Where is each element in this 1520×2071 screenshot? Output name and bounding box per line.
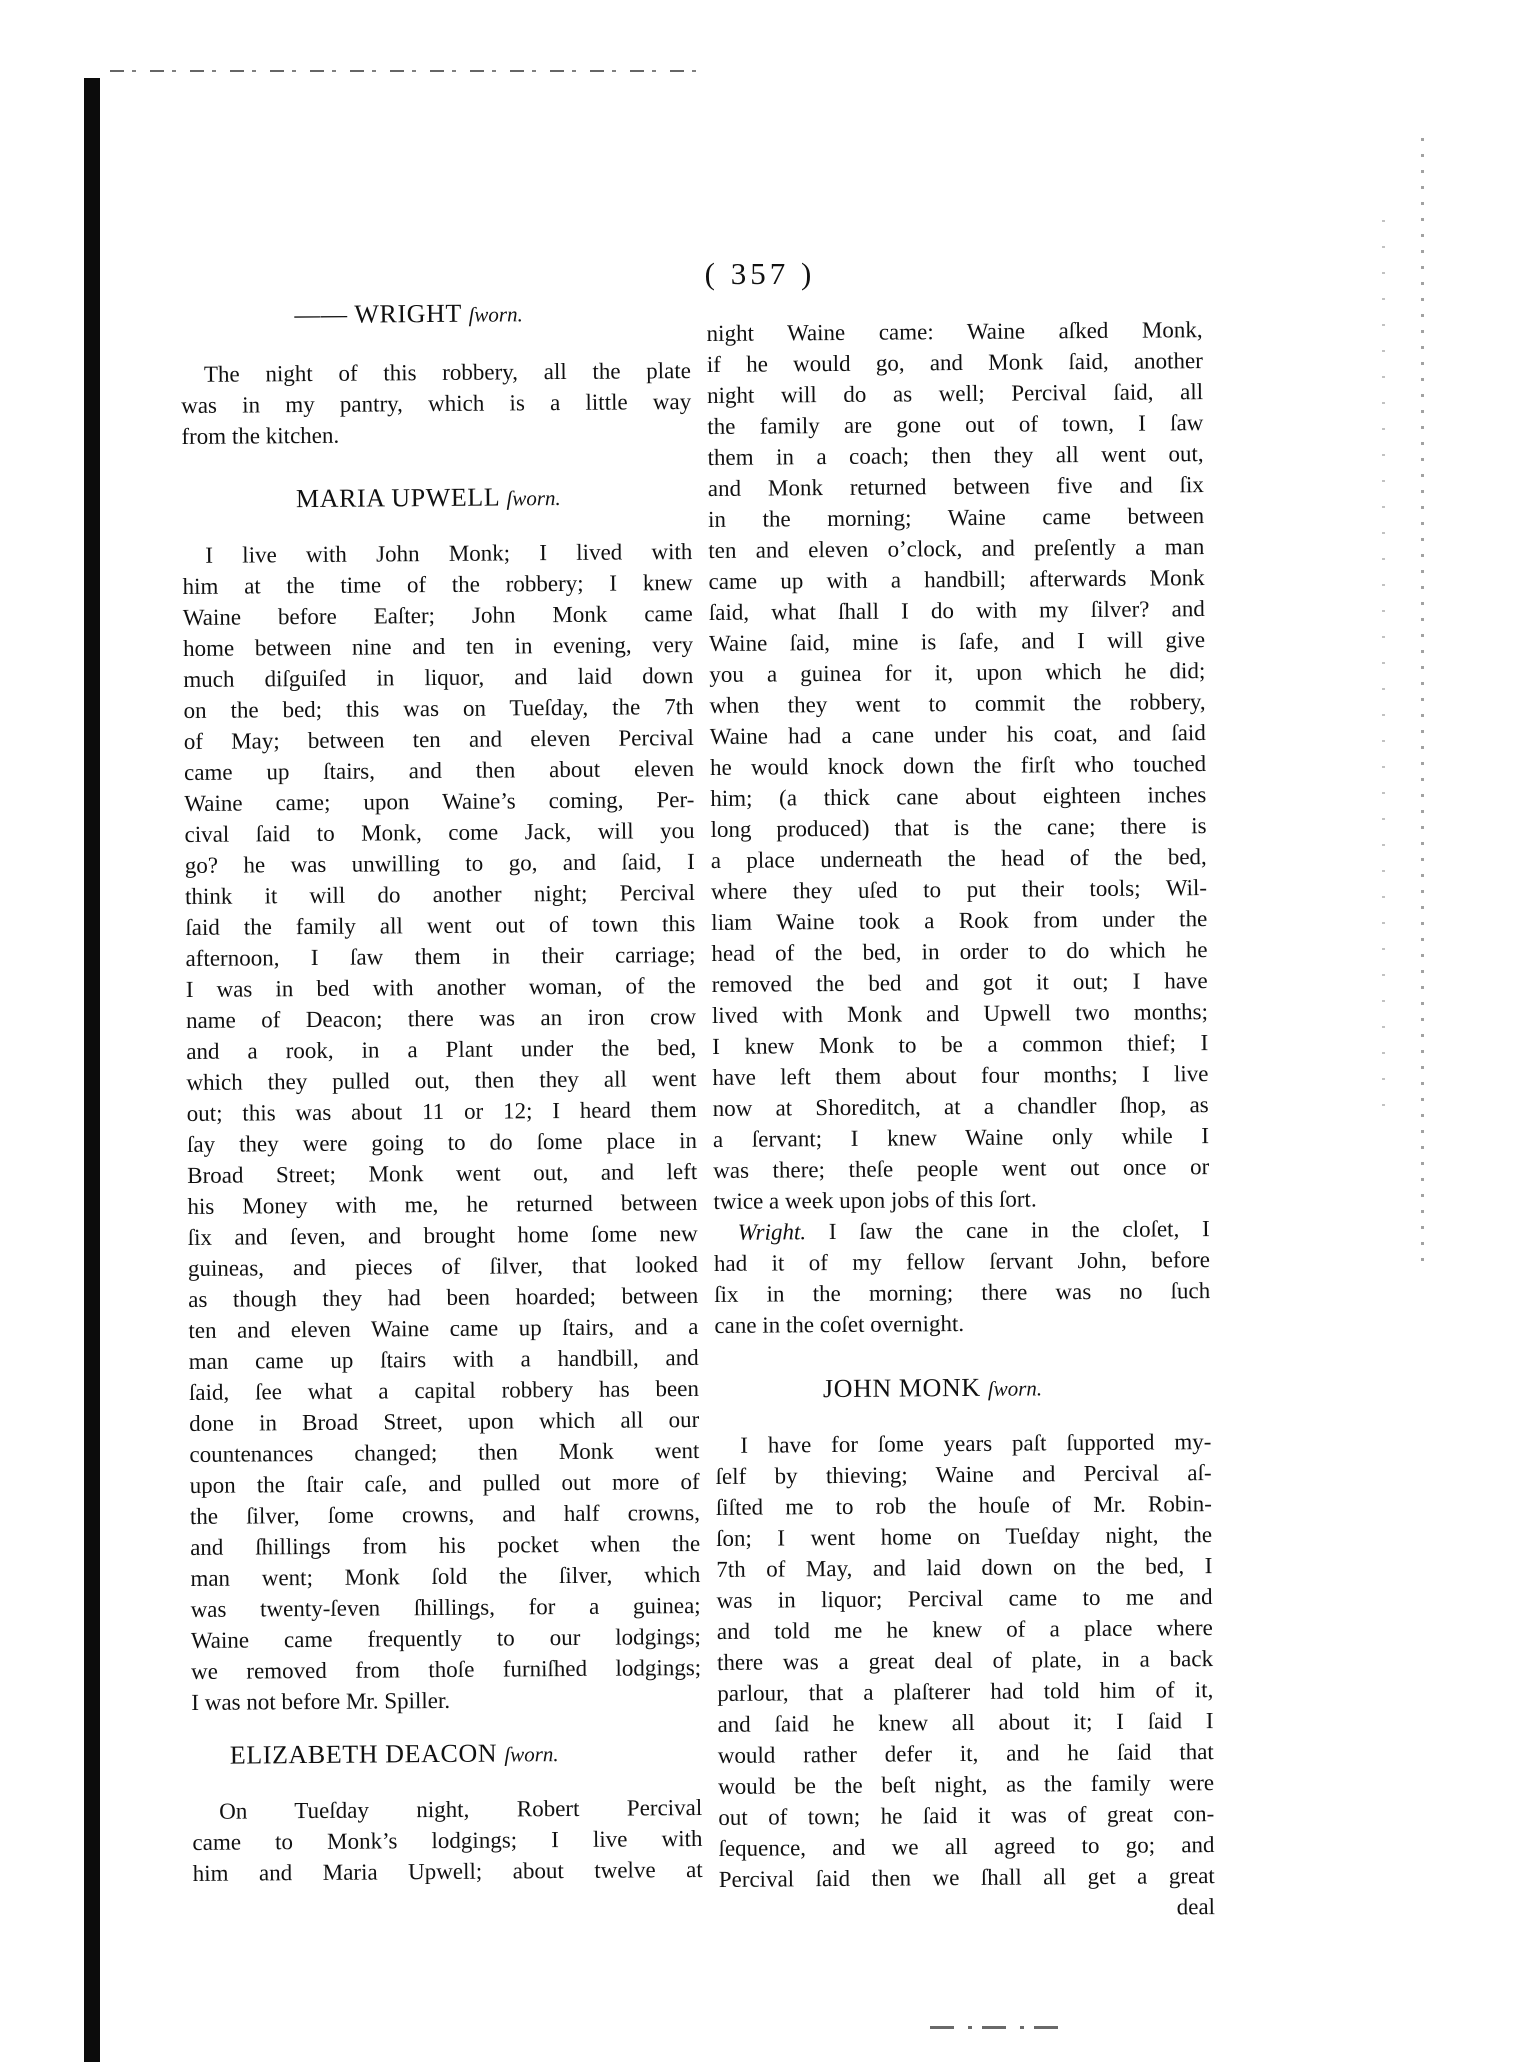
text-line: if he would go, and Monk ſaid, another [706,348,1203,377]
text-line: ten and eleven Waine came up ſtairs, and a [188,1313,699,1343]
text-line: ſix in the morning; there was no ſuch [714,1278,1211,1307]
text-line: him and Maria Upwell; about twelve at [192,1856,703,1886]
text-line: ſon; I went home on Tueſday night, the [715,1522,1213,1551]
text-line: 7th of May, and laid down on the bed, I [716,1553,1213,1582]
text-line: had it of my fellow ſervant John, before [713,1247,1211,1276]
text-line: Percival ſaid then we ſhall all get a great [718,1863,1215,1892]
text-line: Waine came frequently to our lodgings; [190,1623,701,1653]
text-line: afternoon, I ſaw them in their carriage; [185,941,696,971]
text-line: and a rook, in a Plant under the bed, [186,1034,697,1064]
right-margin-specks [1382,220,1385,1120]
text-line: came to Monk’s lodgings; I live with [192,1825,703,1855]
text-line: out of town; he ſaid it was of great con- [718,1801,1215,1830]
text-line: his Money with me, he returned between [187,1189,698,1219]
top-edge-specks [110,70,710,72]
bottom-edge-specks [930,2026,1070,2029]
text-line: him at the time of the robbery; I knew [182,569,693,599]
text-line: ſix and ſeven, and brought home ſome new [187,1220,698,1250]
text-line: I was in bed with another woman, of the [185,972,696,1002]
text-line: was twenty-ſeven ſhillings, for a guinea; [190,1592,701,1622]
text-line: done in Broad Street, upon which all our [189,1406,700,1436]
catchword: deal [1176,1894,1216,1920]
text-line: now at Shoreditch, at a chandler ſhop, as [712,1092,1209,1121]
text-line: we removed from thoſe furniſhed lodgings; [191,1654,702,1684]
text-line: would rather defer it, and he ſaid that [717,1739,1214,1768]
text-line: home between nine and ten in evening, very [182,631,694,661]
text-line: upon the ſtair caſe, and pulled out more of [189,1468,700,1498]
text-line: Waine had a cane under his coat, and ſaid [709,720,1206,749]
text-line: the ſilver, ſome crowns, and half crowns, [189,1499,700,1529]
text-line: the family are gone out of town, I ſaw [707,410,1204,439]
text-line: I knew Monk to be a common thief; I [712,1030,1209,1059]
text-line: was in liquor; Percival came to me and [716,1584,1213,1613]
text-line: ſaid the family all went out of town this [185,910,696,940]
text-line: ſelf by thieving; Waine and Percival aſ- [715,1460,1212,1489]
text-line: I have for ſome years paſt ſupported my- [740,1429,1212,1458]
wright-heading [294,297,523,332]
testimony-text: I ſaw the cane in the cloſet, I [828,1216,1210,1245]
text-line: much diſguiſed in liquor, and laid down [183,662,694,692]
text-line: twice a week upon jobs of this ſort. [713,1186,1037,1214]
text-line: out; this was about 11 or 12; I heard them [186,1096,697,1126]
john-monk-heading [823,1371,1042,1406]
text-line: came up with a handbill; afterwards Monk [708,565,1205,594]
text-line: of May; between ten and eleven Percival [183,724,694,754]
text-line: them in a coach; then they all went out, [707,441,1204,470]
witness-name: JOHN MONK [822,1372,981,1404]
text-line: man went; Monk ſold the ſilver, which [190,1561,701,1591]
witness-name: MARIA UPWELL [295,482,500,514]
text-line: lived with Monk and Upwell two months; [711,999,1209,1028]
text-line: cival ſaid to Monk, come Jack, will you [184,817,695,847]
text-line: when they went to commit the robbery, [709,689,1206,718]
text-line: and ſaid he knew all about it; I ſaid I [717,1708,1214,1737]
text-line: head of the bed, in order to do which he [711,937,1208,966]
text-line: a place underneath the head of the bed, [710,844,1207,873]
text-line: long produced) that is the cane; there is [710,813,1207,842]
text-line: you a guinea for it, upon which he did; [709,658,1206,687]
text-line: ſequence, and we all agreed to go; and [718,1832,1215,1861]
text-line: where they uſed to put their tools; Wil- [710,875,1208,904]
text-line: which they pulled out, then they all went [186,1065,697,1095]
page-binding-shadow [84,78,100,2062]
text-line: man came up ſtairs with a handbill, and [188,1344,699,1374]
text-line: ſaid, ſee what a capital robbery has been [188,1375,700,1405]
text-line: ten and eleven o’clock, and preſently a man [708,534,1205,563]
right-edge-specks [1421,138,1424,1268]
text-line: ſay they were going to do ſome place in [186,1127,698,1157]
sworn-label: ſworn. [506,486,561,511]
witness-name: —— WRIGHT [294,298,462,330]
text-line: was there; theſe people went out once or [713,1154,1210,1183]
text-line: ſaid, what ſhall I do with my ſilver? and [708,596,1205,625]
text-line: Broad Street; Monk went out, and left [187,1158,698,1188]
text-line: he would knock down the firſt who touched [709,751,1207,780]
text-line: think it will do another night; Percival [184,879,696,909]
text-line: parlour, that a plaſterer had told him of it, [717,1677,1214,1706]
maria-upwell-heading [296,481,561,516]
text-line: name of Deacon; there was an iron crow [185,1003,697,1033]
text-line: night will do as well; Percival ſaid, all [707,379,1204,408]
text-line: liam Waine took a Rook from under the [711,906,1208,935]
text-line: guineas, and pieces of ſilver, that looked [187,1251,699,1281]
text-line: I was not before Mr. Spiller. [191,1687,451,1715]
text-line: removed the bed and got it out; I have [711,968,1208,997]
text-line: came up ſtairs, and then about eleven [183,755,695,785]
speaker-name: Wright. [737,1219,807,1245]
text-line: on the bed; this was on Tueſday, the 7th [183,693,694,723]
text-line: from the kitchen. [181,422,340,449]
text-line: as though they had been hoarded; between [188,1282,699,1312]
text-line: and ſhillings from his pocket when the [190,1530,701,1560]
text-line: and told me he knew of a place where [716,1615,1213,1644]
sworn-label: ſworn. [504,1742,559,1767]
page-number: ( 357 ) [704,256,816,291]
text-line: Waine came; upon Waine’s coming, Per- [184,786,695,816]
text-line: would be the beſt night, as the family were [717,1770,1215,1799]
text-line: Waine before Eaſter; John Monk came [182,600,693,630]
text-line: a ſervant; I knew Waine only while I [712,1123,1210,1152]
text-line: I live with John Monk; I lived with [205,538,693,568]
sworn-label: ſworn. [987,1376,1043,1401]
text-line: have left them about four months; I live [712,1061,1209,1090]
sworn-label: ſworn. [468,302,523,327]
text-line: On Tueſday night, Robert Percival [219,1794,703,1824]
elizabeth-deacon-heading [230,1737,559,1773]
text-line: there was a great deal of plate, in a back [716,1646,1214,1675]
text-line: night Waine came: Waine aſked Monk, [706,317,1203,346]
text-line: and Monk returned between five and ſix [707,472,1204,501]
text-line: was in my pantry, which is a little way [181,388,692,418]
text-line: ſiſted me to rob the houſe of Mr. Robin- [715,1491,1212,1520]
text-line: countenances changed; then Monk went [189,1437,700,1467]
text-line: in the morning; Waine came between [707,503,1205,532]
text-line: The night of this robbery, all the plate [203,357,692,387]
witness-name: ELIZABETH DEACON [229,1738,498,1770]
text-line [738,1213,1210,1248]
text-line: him; (a thick cane about eighteen inches [710,782,1207,811]
text-line: Waine ſaid, mine is ſafe, and I will give [708,627,1206,656]
text-line: cane in the coſet overnight. [714,1310,965,1338]
text-line: go? he was unwilling to go, and ſaid, I [184,848,695,878]
